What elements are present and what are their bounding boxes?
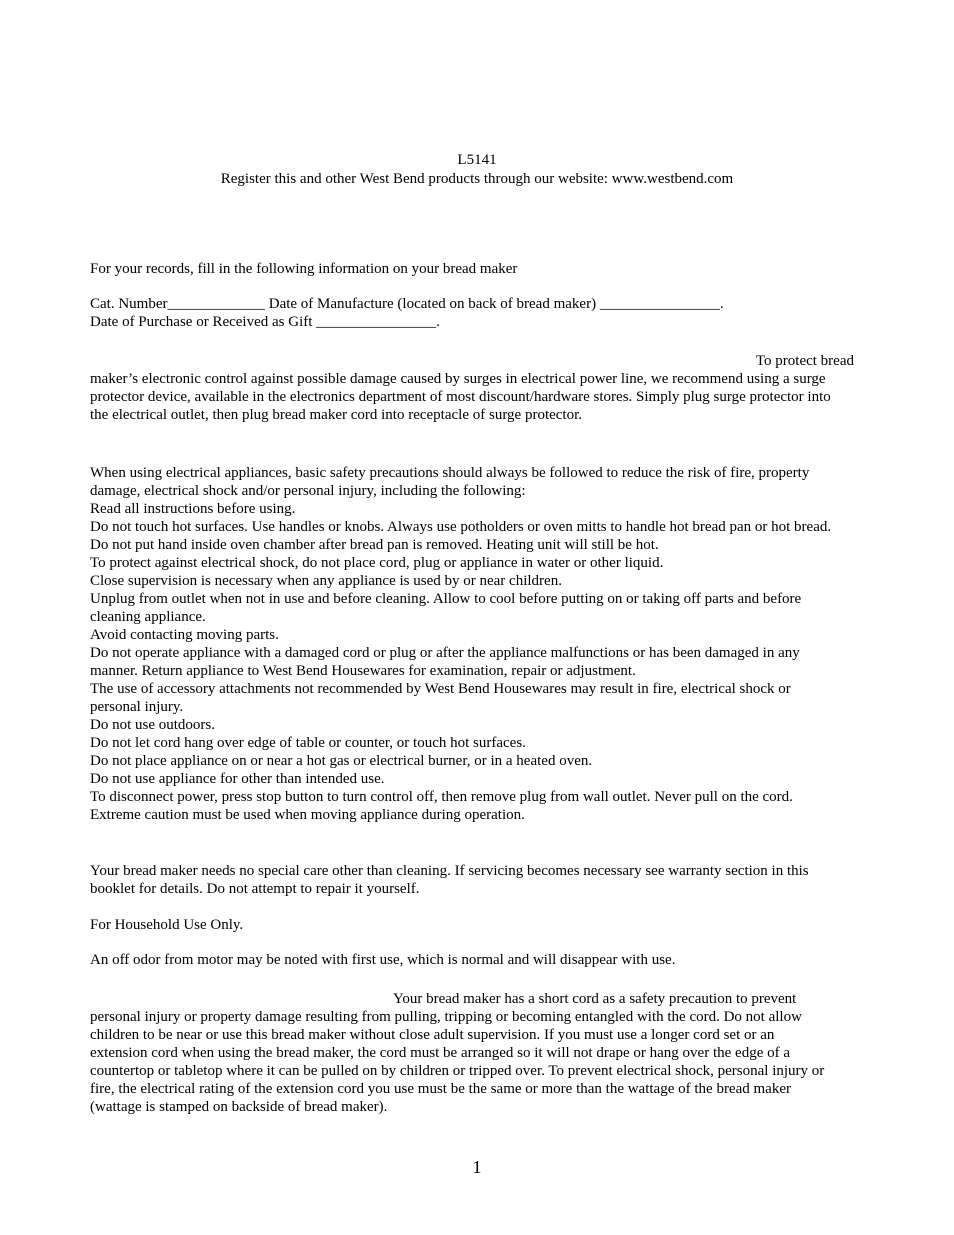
- safety-line: To disconnect power, press stop button to turn control off, then remove plug from wall outlet. Never pull on the cord.: [90, 789, 793, 805]
- cord-line: extension cord when using the bread maker, the cord must be arranged so it will not drape or hang over the edge of a: [90, 1045, 791, 1061]
- cord-line: countertop or tabletop where it can be pulled on by children or tripped over. To prevent electrical shock, personal injury or: [90, 1063, 825, 1079]
- records-line-2: Date of Purchase or Received as Gift ________________.: [90, 314, 440, 330]
- safety-line: Avoid contacting moving parts.: [90, 627, 279, 643]
- safety-line: Read all instructions before using.: [90, 501, 296, 517]
- cord-line: (wattage is stamped on backside of bread maker).: [90, 1099, 388, 1115]
- safety-line: Close supervision is necessary when any appliance is used by or near children.: [90, 573, 562, 589]
- safety-section: [90, 464, 866, 824]
- safety-line: Do not let cord hang over edge of table or counter, or touch hot surfaces.: [90, 735, 526, 751]
- cord-line: children to be near or use this bread maker without close adult supervision. If you must use a longer cord set or an: [90, 1027, 775, 1043]
- household-note: [90, 916, 866, 934]
- cord-section: [90, 990, 866, 1116]
- records-line-1: Cat. Number_____________ Date of Manufacture (located on back of bread maker) ________________.: [90, 296, 724, 312]
- cord-line: Your bread maker has a short cord as a safety precaution to prevent: [393, 991, 797, 1007]
- safety-line: To protect against electrical shock, do not place cord, plug or appliance in water or other liquid.: [90, 555, 664, 571]
- odor-note: [90, 951, 866, 969]
- surge-section: [90, 352, 866, 424]
- safety-line: personal injury.: [90, 699, 184, 715]
- safety-line: Do not use outdoors.: [90, 717, 215, 733]
- care-line: Your bread maker needs no special care other than cleaning. If servicing becomes necessary see warranty section in this: [90, 863, 809, 879]
- cord-line: fire, the electrical rating of the extension cord you use must be the same or more than the wattage of the bread maker: [90, 1081, 791, 1097]
- safety-line: The use of accessory attachments not recommended by West Bend Housewares may result in fire, electrical shock or: [90, 681, 791, 697]
- model-number: L5141: [457, 152, 497, 168]
- surge-line: To protect bread: [755, 353, 854, 369]
- safety-line: Unplug from outlet when not in use and before cleaning. Allow to cool before putting on or taking off parts and before: [90, 591, 802, 607]
- safety-line: When using electrical appliances, basic safety precautions should always be followed to reduce the risk of fire, property: [90, 465, 810, 481]
- surge-line: protector device, available in the electronics department of most discount/hardware stores. Simply plug surge protector into: [90, 389, 831, 405]
- safety-line: Do not operate appliance with a damaged cord or plug or after the appliance malfunctions or has been damaged in any: [90, 645, 800, 661]
- household-line: For Household Use Only.: [90, 917, 244, 933]
- odor-line: An off odor from motor may be noted with first use, which is normal and will disappear with use.: [90, 952, 676, 968]
- safety-line: Do not touch hot surfaces. Use handles or knobs. Always use potholders or oven mitts to handle hot bread pan or hot bread.: [90, 519, 832, 535]
- safety-line: Do not put hand inside oven chamber after bread pan is removed. Heating unit will still be hot.: [90, 537, 659, 553]
- cord-line: personal injury or property damage resulting from pulling, tripping or becoming entangled with the cord. Do not allow: [90, 1009, 802, 1025]
- safety-line: Do not use appliance for other than intended use.: [90, 771, 385, 787]
- surge-line: maker’s electronic control against possible damage caused by surges in electrical power line, we recommend using a surge: [90, 371, 826, 387]
- safety-line: Extreme caution must be used when moving appliance during operation.: [90, 807, 525, 823]
- care-section: [90, 862, 866, 898]
- safety-line: cleaning appliance.: [90, 609, 206, 625]
- register-line: Register this and other West Bend products through our website: www.westbend.com: [220, 171, 734, 187]
- page-number: 1: [472, 1157, 482, 1177]
- safety-line: Do not place appliance on or near a hot gas or electrical burner, or in a heated oven.: [90, 753, 593, 769]
- surge-line: the electrical outlet, then plug bread maker cord into receptacle of surge protector.: [90, 407, 583, 423]
- safety-line: damage, electrical shock and/or personal injury, including the following:: [90, 483, 526, 499]
- care-line: booklet for details. Do not attempt to repair it yourself.: [90, 881, 420, 897]
- records-section: [90, 260, 866, 278]
- records-fields: [90, 295, 866, 331]
- safety-line: manner. Return appliance to West Bend Housewares for examination, repair or adjustment.: [90, 663, 636, 679]
- records-intro: For your records, fill in the following information on your bread maker: [90, 261, 518, 277]
